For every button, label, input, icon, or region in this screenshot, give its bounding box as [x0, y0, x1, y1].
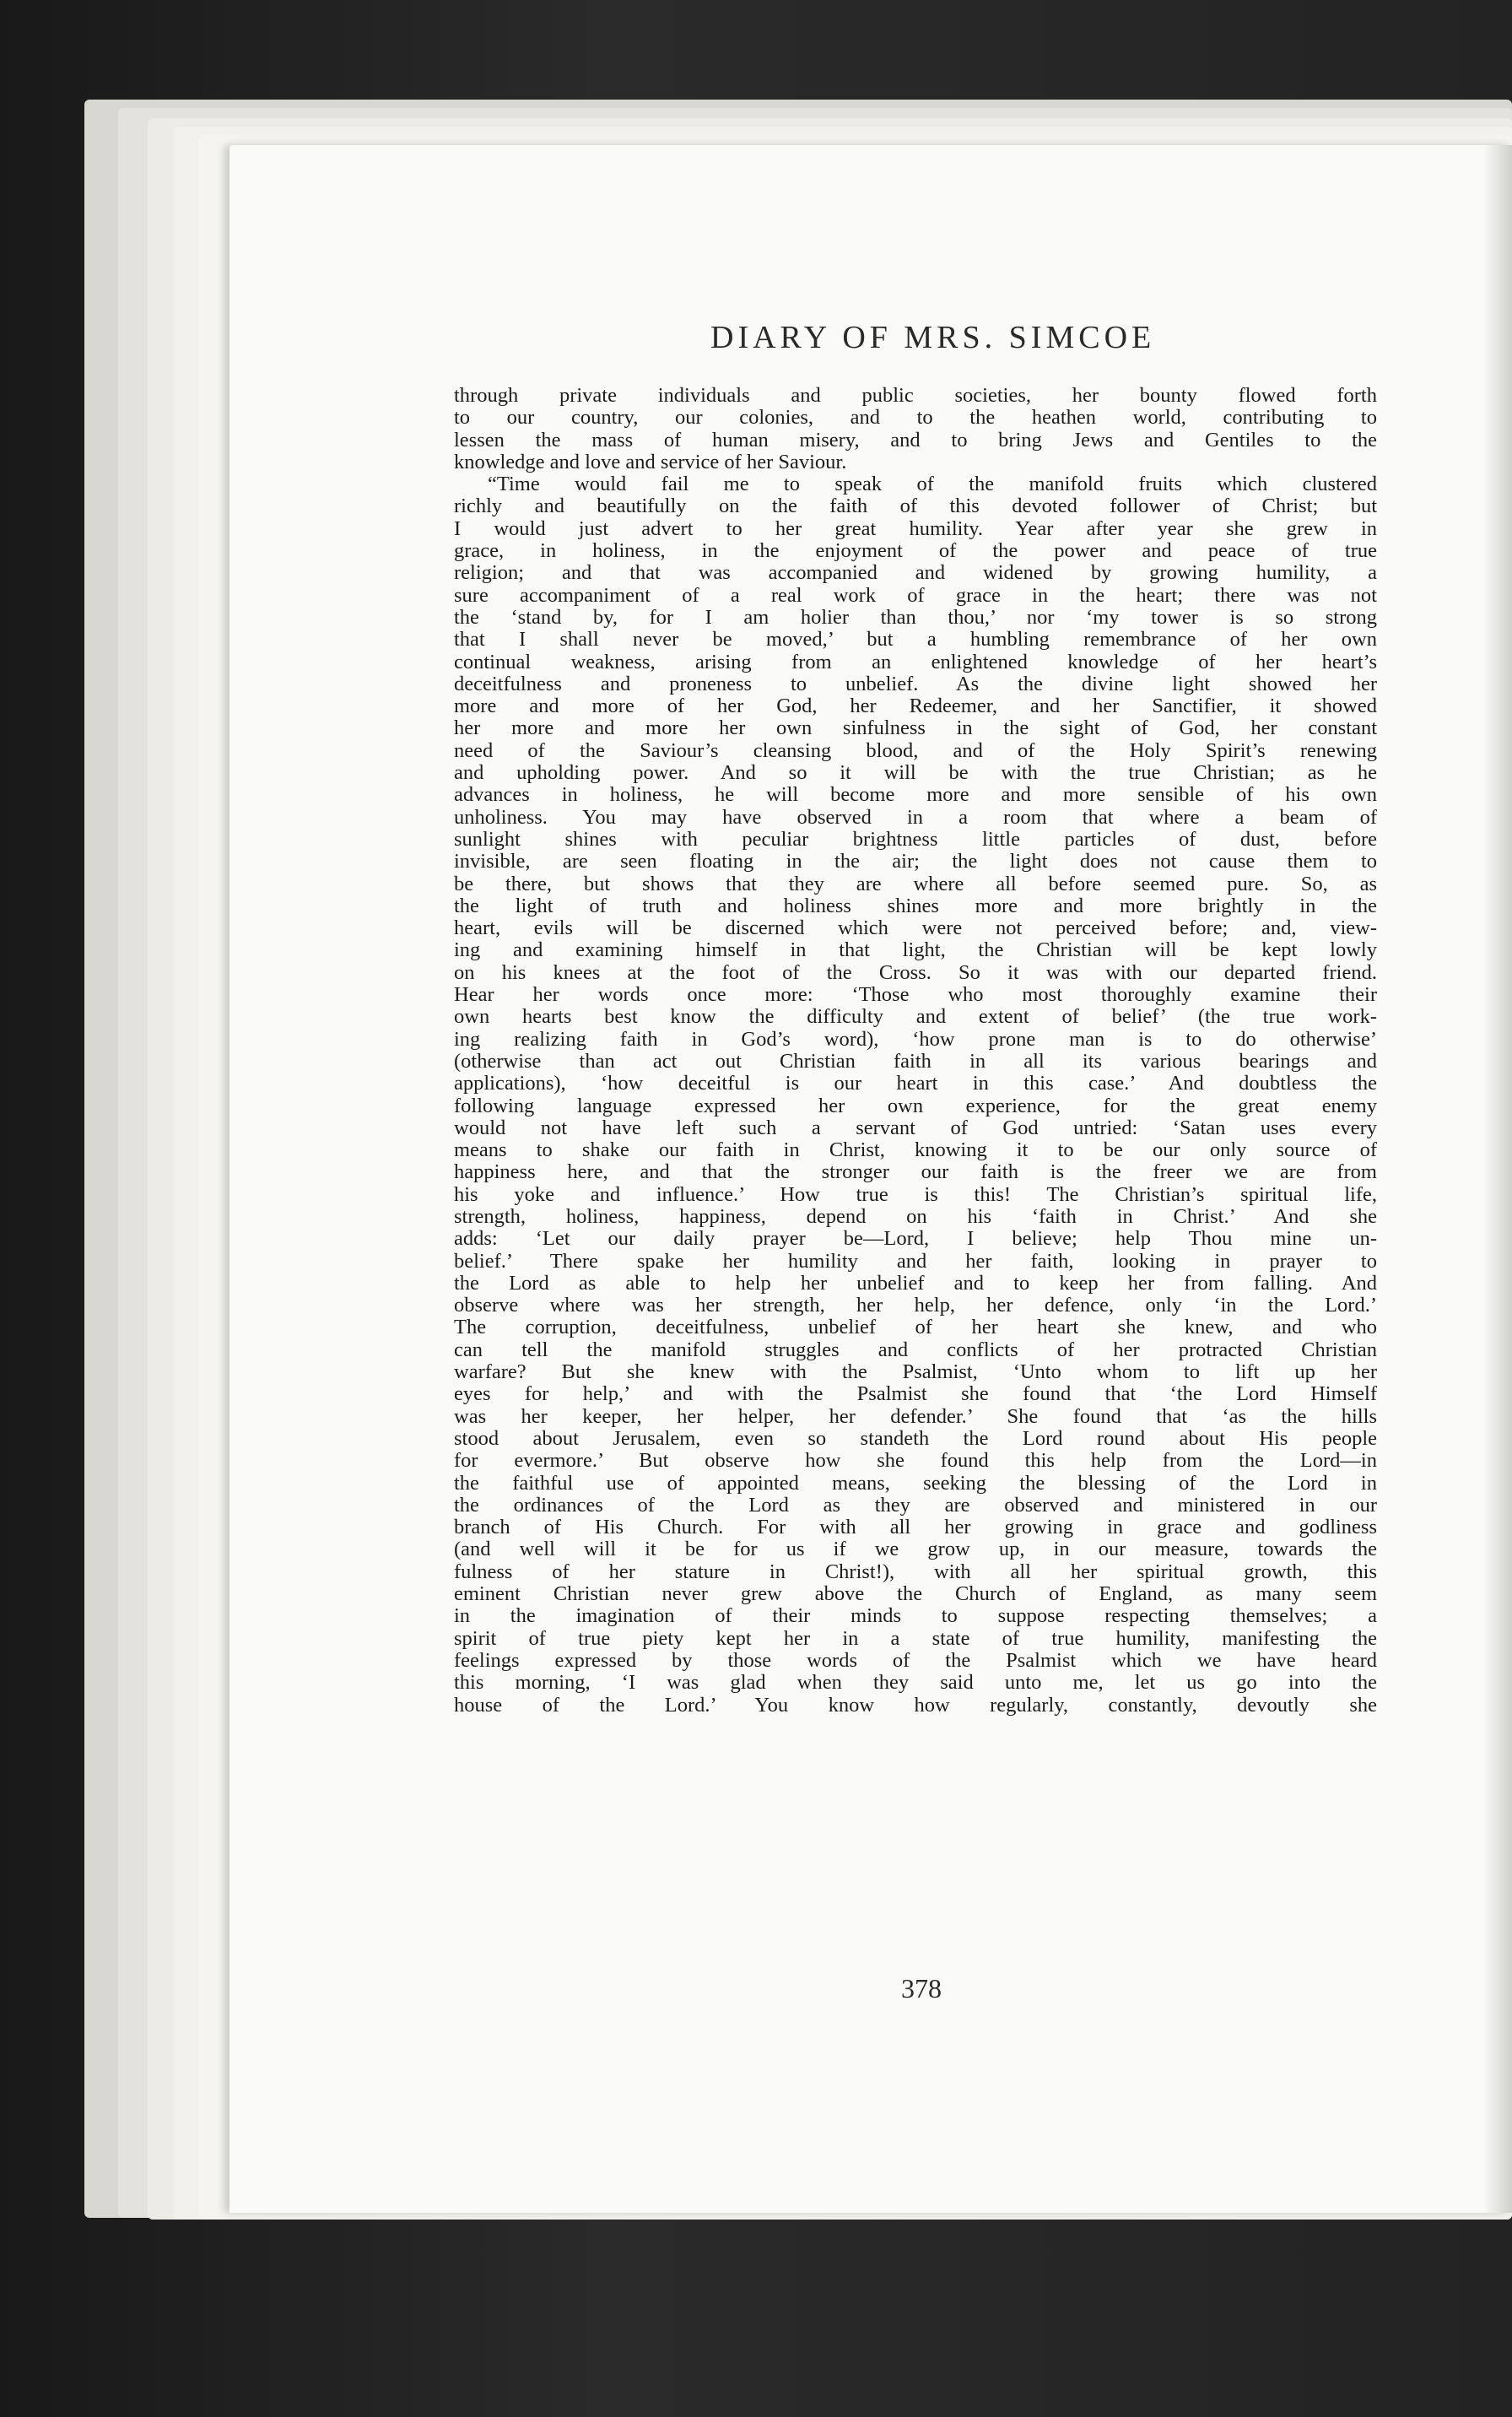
text-line: invisible, are seen floating in the air; the light does not cause them to: [454, 851, 1377, 873]
text-line: fulness of her stature in Christ!), with all her spiritual growth, this: [454, 1560, 1377, 1583]
text-line: own hearts best know the difficulty and extent of belief’ (the true work-: [454, 1006, 1377, 1029]
text-line: I would just advert to her great humility. Year after year she grew in: [454, 517, 1377, 540]
text-line: heart, evils will be discerned which were not perceived before; and, view-: [454, 917, 1377, 940]
text-line: richly and beautifully on the faith of this devoted follower of Christ; but: [454, 495, 1377, 518]
text-line: for evermore.’ But observe how she found this help from the Lord—in: [454, 1450, 1377, 1473]
page-gutter: [1485, 145, 1512, 2213]
text-line: observe where was her strength, her help, her defence, only ‘in the Lord.’: [454, 1295, 1377, 1317]
text-line: continual weakness, arising from an enlightened knowledge of her heart’s: [454, 651, 1377, 673]
text-line: happiness here, and that the stronger our faith is the freer we are from: [454, 1161, 1377, 1184]
text-line: to our country, our colonies, and to the heathen world, contributing to: [454, 407, 1377, 430]
text-line: the light of truth and holiness shines more and more brightly in the: [454, 895, 1377, 917]
text-line: house of the Lord.’ You know how regularly, constantly, devoutly she: [454, 1694, 1377, 1717]
text-line: can tell the manifold struggles and conflicts of her protracted Christian: [454, 1338, 1377, 1361]
text-line: (and well will it be for us if we grow up, in our measure, towards the: [454, 1538, 1377, 1561]
text-line: the faithful use of appointed means, seeking the blessing of the Lord in: [454, 1472, 1377, 1495]
text-line: the Lord as able to help her unbelief and to keep her from falling. And: [454, 1272, 1377, 1295]
text-line: The corruption, deceitfulness, unbelief of her heart she knew, and who: [454, 1317, 1377, 1339]
text-line: unholiness. You may have observed in a room that where a beam of: [454, 806, 1377, 829]
text-line: warfare? But she knew with the Psalmist, ‘Unto whom to lift up her: [454, 1361, 1377, 1384]
text-line: religion; and that was accompanied and widened by growing humility, a: [454, 562, 1377, 585]
text-line: Hear her words once more: ‘Those who most thoroughly examine their: [454, 984, 1377, 1007]
body-text: [454, 385, 1377, 1717]
text-line: the ordinances of the Lord as they are observed and ministered in our: [454, 1494, 1377, 1517]
text-line: eyes for help,’ and with the Psalmist she found that ‘the Lord Himself: [454, 1383, 1377, 1406]
text-line: ing and examining himself in that light, the Christian will be kept lowly: [454, 939, 1377, 962]
running-head: DIARY OF MRS. SIMCOE: [710, 320, 1156, 355]
text-line: ing realizing faith in God’s word), ‘how prone man is to do otherwise’: [454, 1028, 1377, 1051]
text-line: eminent Christian never grew above the Church of England, as many seem: [454, 1583, 1377, 1606]
text-line: her more and more her own sinfulness in the sight of God, her constant: [454, 717, 1377, 740]
text-line: need of the Saviour’s cleansing blood, and of the Holy Spirit’s renewing: [454, 739, 1377, 762]
text-line: sure accompaniment of a real work of grace in the heart; there was not: [454, 584, 1377, 607]
text-line: advances in holiness, he will become more and more sensible of his own: [454, 784, 1377, 807]
page-number: 378: [901, 1973, 942, 2003]
text-line: following language expressed her own experience, for the great enemy: [454, 1095, 1377, 1117]
text-line: deceitfulness and proneness to unbelief. As the divine light showed her: [454, 673, 1377, 695]
text-line: (otherwise than act out Christian faith in all its various bearings and: [454, 1050, 1377, 1073]
text-line: through private individuals and public societies, her bounty flowed forth: [454, 385, 1377, 407]
text-line: sunlight shines with peculiar brightness little particles of dust, before: [454, 828, 1377, 851]
text-line: stood about Jerusalem, even so standeth the Lord round about His people: [454, 1427, 1377, 1450]
text-line: feelings expressed by those words of the Psalmist which we have heard: [454, 1649, 1377, 1672]
text-line: this morning, ‘I was glad when they said unto me, let us go into the: [454, 1672, 1377, 1695]
text-line: lessen the mass of human misery, and to bring Jews and Gentiles to the: [454, 429, 1377, 451]
text-line: belief.’ There spake her humility and her faith, looking in prayer to: [454, 1250, 1377, 1273]
text-line: more and more of her God, her Redeemer, and her Sanctifier, it showed: [454, 695, 1377, 718]
text-line: that I shall never be moved,’ but a humbling remembrance of her own: [454, 629, 1377, 652]
text-line: would not have left such a servant of God untried: ‘Satan uses every: [454, 1117, 1377, 1139]
text-line: applications), ‘how deceitful is our heart in this case.’ And doubtless the: [454, 1073, 1377, 1095]
text-line: in the imagination of their minds to suppose respecting themselves; a: [454, 1605, 1377, 1628]
text-line: his yoke and influence.’ How true is this! The Christian’s spiritual life,: [454, 1183, 1377, 1206]
text-line: on his knees at the foot of the Cross. So it was with our departed friend.: [454, 961, 1377, 984]
text-line: strength, holiness, happiness, depend on his ‘faith in Christ.’ And she: [454, 1205, 1377, 1228]
text-line: knowledge and love and service of her Saviour.: [454, 451, 847, 473]
text-line: be there, but shows that they are where all before seemed pure. So, as: [454, 873, 1377, 895]
text-line: spirit of true piety kept her in a state of true humility, manifesting the: [454, 1627, 1377, 1650]
text-line: grace, in holiness, in the enjoyment of the power and peace of true: [454, 540, 1377, 563]
text-line: “Time would fail me to speak of the manifold fruits which clustered: [488, 473, 1377, 496]
text-line: and upholding power. And so it will be with the true Christian; as he: [454, 762, 1377, 785]
text-line: was her keeper, her helper, her defender.’ She found that ‘as the hills: [454, 1405, 1377, 1428]
text-line: means to shake our faith in Christ, knowing it to be our only source of: [454, 1139, 1377, 1162]
text-line: the ‘stand by, for I am holier than thou,’ nor ‘my tower is so strong: [454, 606, 1377, 629]
text-line: branch of His Church. For with all her growing in grace and godliness: [454, 1517, 1377, 1539]
text-line: adds: ‘Let our daily prayer be—Lord, I believe; help Thou mine un-: [454, 1228, 1377, 1251]
